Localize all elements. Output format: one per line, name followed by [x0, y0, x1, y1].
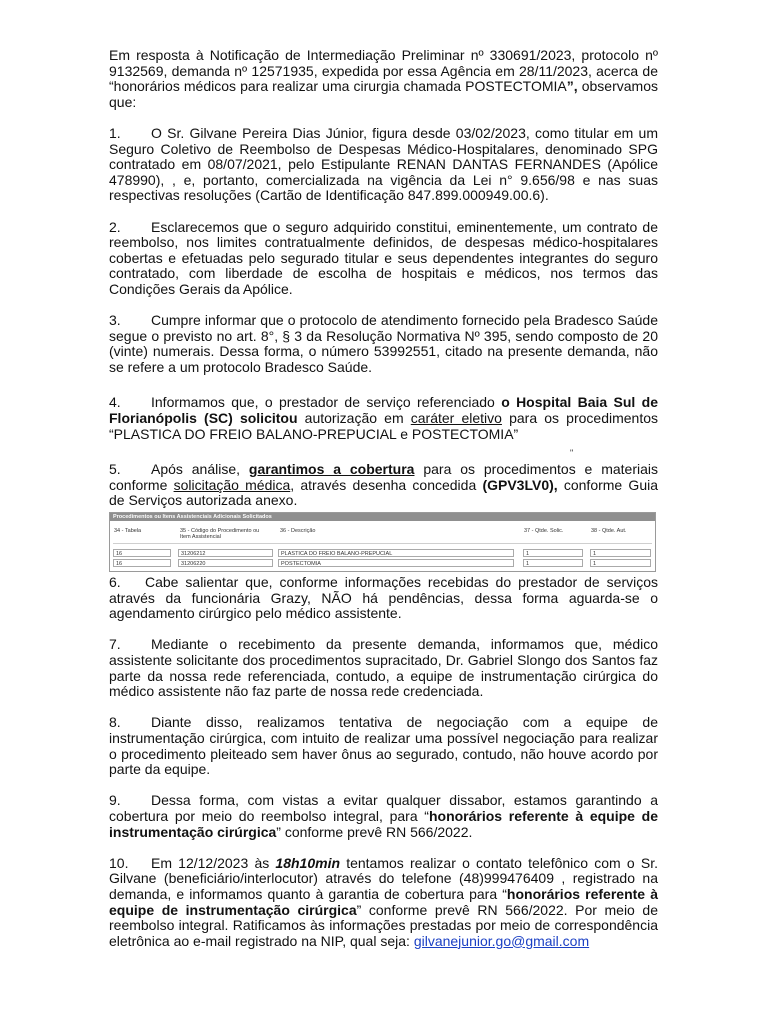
column-header: 37 - Qtde. Solic.	[524, 528, 564, 535]
item-4-hospital: o Hospital Baia Sul de Florianópolis (SC)	[109, 394, 658, 427]
item-10	[109, 856, 658, 950]
table-cell: POSTECTOMIA	[278, 559, 514, 567]
item-10-number: 10.	[109, 854, 129, 871]
email-link[interactable]: gilvanejunior.go@gmail.com	[413, 932, 590, 949]
item-2-number: 2.	[109, 218, 121, 235]
table-cell: 1	[523, 549, 583, 557]
item-4-space	[233, 410, 240, 426]
column-header: 38 - Qtde. Aut.	[591, 528, 627, 535]
item-7-text: Mediante o recebimento da presente demanda, informamos que, médico assistente solicitante dos procedimentos supracitado, Dr. Gabriel Slongo dos Santos faz parte da nossa rede referenciada, contudo, a equipe de instrumentação cirúrgica do médico assistente não faz parte de nossa rede credenciada.	[109, 636, 658, 700]
item-3-number: 3.	[109, 312, 121, 329]
item-9-honorarios: honorários referente à equipe de instrumentação cirúrgica	[109, 807, 658, 840]
item-10-text: Em 12/12/2023 às	[151, 854, 276, 871]
item-5-number: 5.	[109, 461, 121, 478]
item-4-solicitou: solicitou	[239, 410, 298, 427]
item-5-text-3: , através desenha concedida	[290, 476, 483, 493]
item-6-text: Cabe salientar que, conforme informações recebidas do prestador de serviços através da funcionária Grazy, NÃO há pendências, dessa forma aguarda-se o agendamento cirúrgico pelo médico assistente.	[109, 574, 658, 622]
procedures-table-header: Procedimentos ou Itens Assistenciais Adicionais Solicitados	[110, 513, 655, 521]
item-10-text-2: tentamos realizar o contato telefônico com o Sr. Gilvane (beneficiário/interlocutor) através do telefone (48)999476409 , registrado na demanda, e informamos quanto à garantia de cobertura para “	[109, 854, 658, 902]
item-10-honorarios: honorários referente à equipe de instrumentação cirúrgica	[109, 885, 658, 918]
procedures-table-image	[109, 512, 656, 572]
item-2	[109, 220, 658, 298]
intro-quote-close: ”,	[566, 78, 578, 95]
item-5-text-4: conforme Guia de Serviços autorizada anexo.	[109, 476, 658, 509]
item-8	[109, 715, 658, 777]
table-cell: 1	[590, 559, 651, 567]
item-4	[109, 395, 658, 442]
item-4-text: Informamos que, o prestador de serviço referenciado	[151, 394, 502, 411]
item-10-time: 18h10min	[275, 854, 341, 871]
item-5	[109, 462, 658, 509]
item-9-number: 9.	[109, 792, 121, 809]
item-9-text: Dessa forma, com vistas a evitar qualquer dissabor, estamos garantindo a cobertura por meio do reembolso integral, para “	[109, 792, 658, 824]
item-4-text-2: autorização em	[297, 410, 411, 427]
column-header: 36 - Descrição	[280, 528, 316, 535]
column-header: 35 - Código do Procedimento ou Item Assistencial	[180, 528, 260, 541]
item-8-text: Diante disso, realizamos tentativa de negociação com a equipe de instrumentação cirúrgica, com intuito de realizar uma possível negociação para realizar o procedimento pleiteado sem haver ônus ao segurado, contudo, não houve acordo por parte da equipe.	[109, 714, 658, 778]
item-4-number: 4.	[109, 394, 121, 411]
item-7	[109, 637, 658, 699]
item-3-text: Cumpre informar que o protocolo de atendimento fornecido pela Bradesco Saúde segue o previsto no art. 8°, § 3 da Resolução Normativa Nº 395, sendo composto de 20 (vinte) numerais. Dessa forma, o número 53992551, citado na presente demanda, não se refere a um protocolo Bradesco Saúde.	[109, 312, 658, 375]
intro-text: Em resposta à Notificação de Intermediação Preliminar nº 330691/2023, protocolo nº 9132569, demanda nº 12571935, expedida por essa Agência em 28/11/2023, acerca de “honorários médicos para realizar uma cirurgia chamada POSTECTOMIA	[109, 47, 658, 95]
item-5-text: Após análise,	[151, 461, 249, 478]
item-8-number: 8.	[109, 714, 121, 731]
table-cell: 31206220	[178, 559, 273, 567]
item-5-garantimos: garantimos a cobertura	[248, 461, 415, 478]
item-6-number: 6.	[109, 574, 121, 591]
document-page	[109, 48, 658, 949]
item-5-senha: (GPV3LV0),	[482, 476, 558, 493]
intro-paragraph	[109, 48, 658, 110]
item-3	[109, 313, 658, 375]
item-5-text-2: para os procedimentos e materiais conforme	[109, 461, 658, 493]
item-6	[109, 575, 658, 622]
item-7-number: 7.	[109, 636, 121, 653]
table-cell: PLASTICA DO FREIO BALANO-PREPUCIAL	[278, 549, 514, 557]
intro-text-end: observamos que:	[109, 78, 658, 110]
item-1-number: 1.	[109, 124, 121, 141]
item-5-solicitacao: solicitação médica	[173, 476, 291, 493]
item-10-text-3: ” conforme prevê RN 566/2022. Por meio de reembolso integral. Ratificamos às informações prestadas por meio de correspondência eletrônica ao e-mail registrado na NIP, qual seja:	[109, 901, 658, 949]
table-cell: 1	[523, 559, 583, 567]
table-cell: 31206212	[178, 549, 273, 557]
item-1-text: O Sr. Gilvane Pereira Dias Júnior, figura desde 03/02/2023, como titular em um Seguro Coletivo de Reembolso de Despesas Médico-Hospitalares, denominado SPG contratado em 08/07/2021, pelo Estipulante RENAN DANTAS FERNANDES (Apólice 478990), , e, portanto, comercializada na vigência da Lei n° 9.656/98 e nas suas respectivas resoluções (Cartão de Identificação 847.899.000949.00.6).	[109, 124, 658, 204]
stray-quote-mark: "	[570, 448, 574, 458]
item-4-text-3: para os procedimentos “PLASTICA DO FREIO BALANO-PREPUCIAL e POSTECTOMIA”	[109, 410, 659, 442]
table-cell: 16	[113, 559, 171, 567]
column-header: 34 - Tabela	[114, 528, 142, 535]
item-2-text: Esclarecemos que o seguro adquirido constitui, eminentemente, um contrato de reembolso, nos limites contratualmente definidos, de despesas médico-hospitalares cobertas e efetuadas pelo segurado titular e seus dependentes integrantes do seguro contratado, com liberdade de escolha de hospitais e médicos, nos termos das Condições Gerais da Apólice.	[109, 218, 658, 297]
item-9-text-2: ” conforme prevê RN 566/2022.	[276, 823, 473, 840]
table-cell: 1	[590, 549, 651, 557]
item-9	[109, 793, 658, 840]
item-4-carater: caráter eletivo	[410, 410, 502, 427]
item-1	[109, 126, 658, 204]
table-cell: 16	[113, 549, 171, 557]
